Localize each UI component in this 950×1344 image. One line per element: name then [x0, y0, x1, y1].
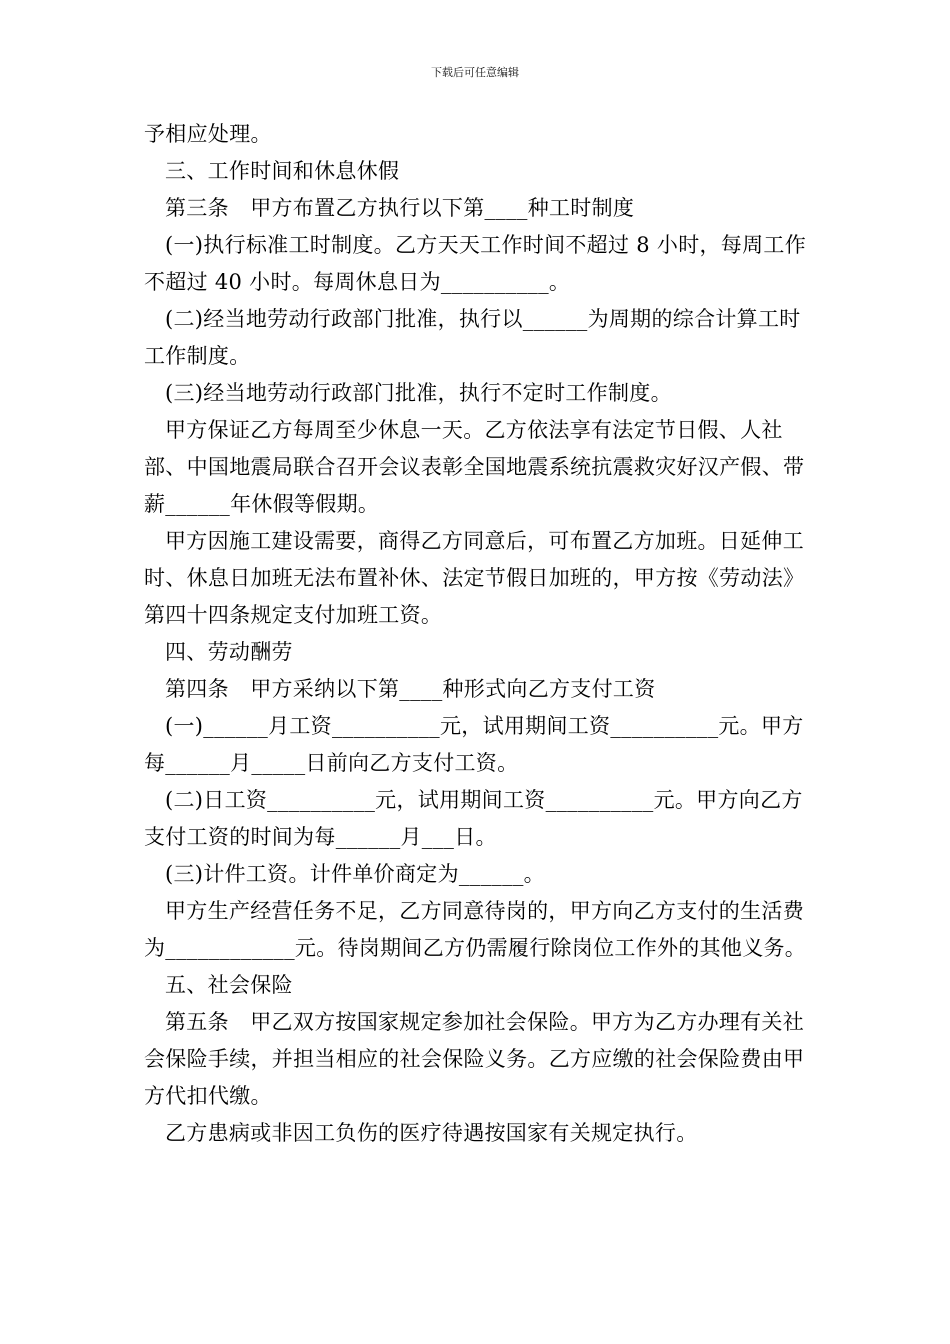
clause-daily-wage: (二)日工资__________元，试用期间工资__________元。甲方向乙方支付工资的时间为每______月___日。 — [144, 788, 803, 849]
article-3: 第三条 甲方布置乙方执行以下第____种工时制度 — [165, 196, 635, 220]
document-body — [144, 116, 808, 1152]
paragraph-medical-treatment: 乙方患病或非因工负伤的医疗待遇按国家有关规定执行。 — [165, 1121, 698, 1145]
article-4: 第四条 甲方采纳以下第____种形式向乙方支付工资 — [165, 677, 656, 701]
clause-monthly-wage: (一)______月工资__________元，试用期间工资__________元。甲方每______月_____日前向乙方支付工资。 — [144, 714, 804, 775]
paragraph-rest-days: 甲方保证乙方每周至少休息一天。乙方依法享有法定节日假、人社部、中国地震局联合召开会议表彰全国地震系统抗震救灾好汉产假、带薪______年休假等假期。 — [144, 418, 805, 516]
clause-standard-hours: (一)执行标准工时制度。乙方天天工作时间不超过 8 小时，每周工作不超过 40 小时。每周休息日为__________。 — [144, 233, 806, 294]
paragraph-standby-allowance: 甲方生产经营任务不足，乙方同意待岗的，甲方向乙方支付的生活费为____________元。待岗期间乙方仍需履行除岗位工作外的其他义务。 — [144, 899, 807, 960]
clause-piece-wage: (三)计件工资。计件单价商定为______。 — [165, 862, 545, 886]
article-5: 第五条 甲乙双方按国家规定参加社会保险。甲方为乙方办理有关社会保险手续，并担当相应的社会保险义务。乙方应缴的社会保险费由甲方代扣代缴。 — [144, 1010, 805, 1108]
section-heading-work-hours: 三、工作时间和休息休假 — [165, 159, 400, 183]
paragraph-overtime: 甲方因施工建设需要，商得乙方同意后，可布置乙方加班。日延伸工时、休息日加班无法布置补休、法定节假日加班的，甲方按《劳动法》第四十四条规定支付加班工资。 — [144, 529, 805, 627]
section-heading-social-insurance: 五、社会保险 — [165, 973, 293, 997]
section-heading-remuneration: 四、劳动酬劳 — [165, 640, 293, 664]
clause-flexible-hours: (三)经当地劳动行政部门批准，执行不定时工作制度。 — [165, 381, 672, 405]
paragraph-continuation: 予相应处理。 — [144, 122, 272, 146]
page-header: 下载后可任意编辑 — [431, 66, 519, 79]
clause-comprehensive-hours: (二)经当地劳动行政部门批准，执行以______为周期的综合计算工时工作制度。 — [144, 307, 801, 368]
